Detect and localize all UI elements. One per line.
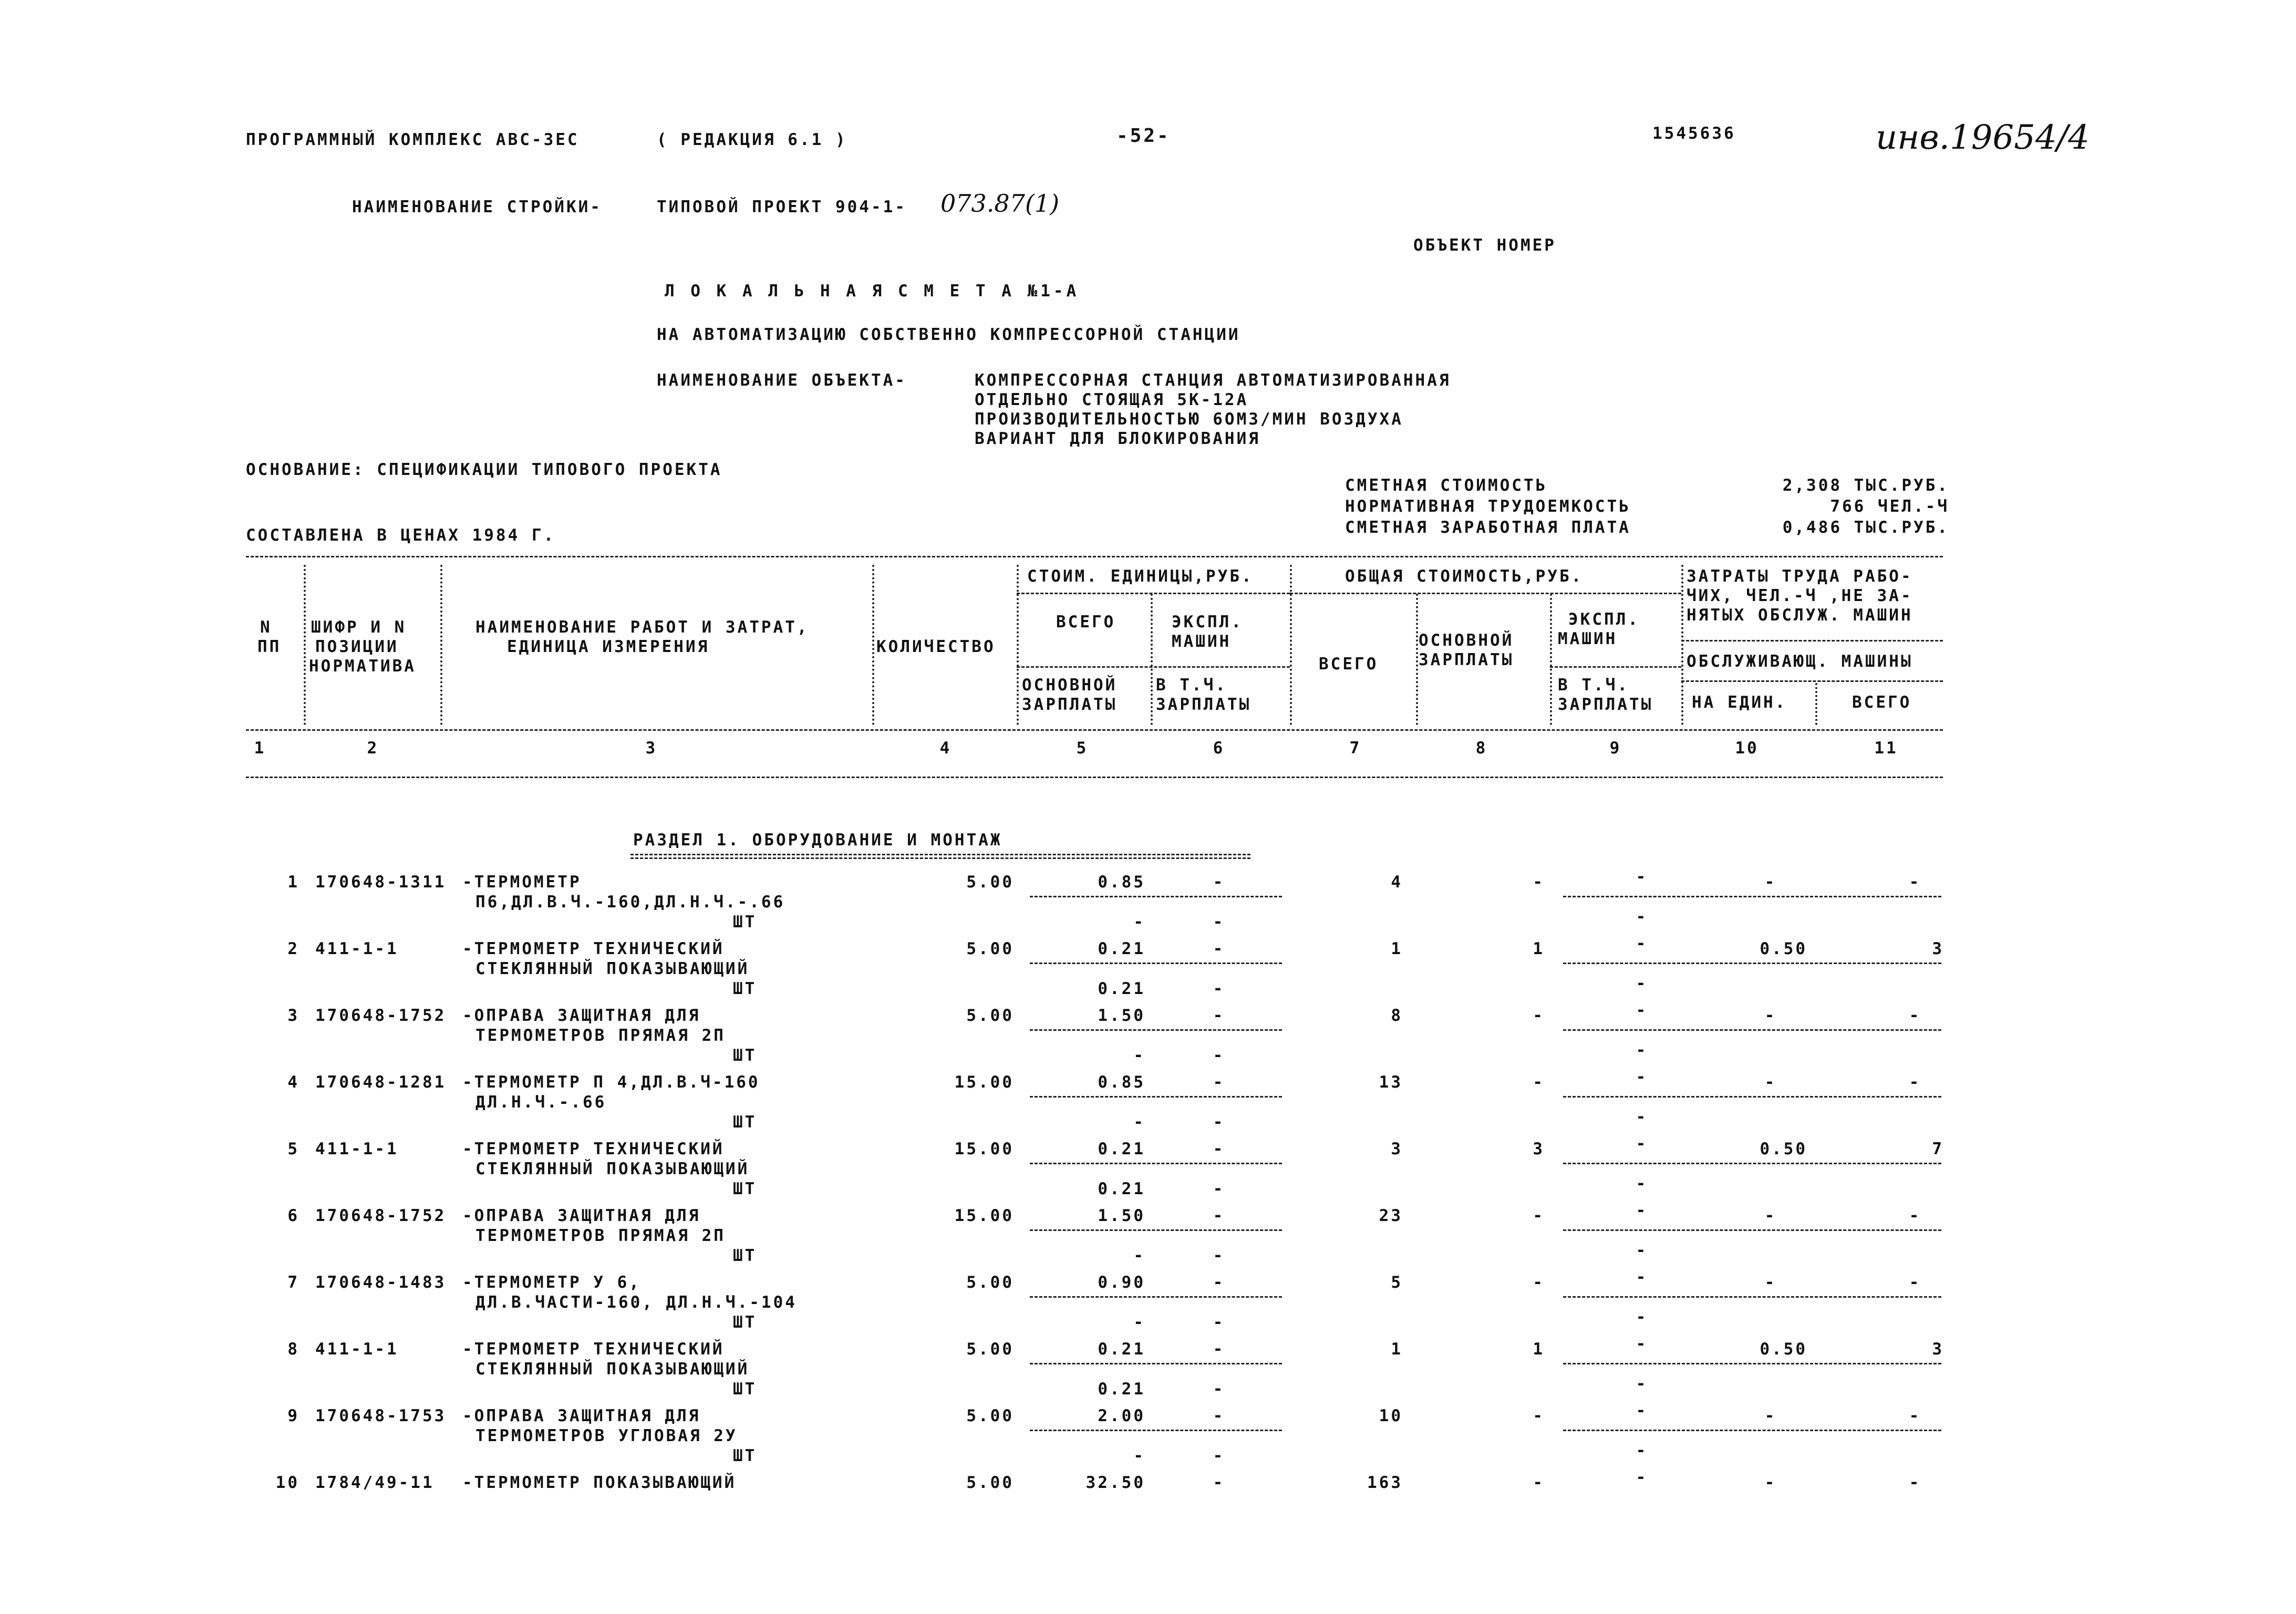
row-sub-rule [1563,1163,1941,1164]
header-pp: ПП [257,637,282,656]
document-subject: НА АВТОМАТИЗАЦИЮ СОБСТВЕННО КОМПРЕССОРНОЙ СТАНЦИИ [657,325,1240,344]
row-sub-rule [1030,1430,1282,1431]
row-unit-cost: 0.21 [1098,1340,1145,1359]
col-number: 5 [1076,739,1089,758]
object-label: НАИМЕНОВАНИЕ ОБЪЕКТА- [657,371,907,390]
row-unit-cost: 2.00 [1098,1406,1145,1425]
row-name-line: -ТЕРМОМЕТР [462,873,582,892]
row-code: 411-1-1 [315,1140,399,1158]
row-sub-rule [1030,1296,1282,1298]
row-unit: ШТ [733,1246,757,1265]
summary-label-wage: СМЕТНАЯ ЗАРАБОТНАЯ ПЛАТА [1345,518,1631,537]
row-total-expl-wage: - [1636,1441,1648,1460]
row-basic-wage: - [1533,1406,1545,1425]
row-unit-expl: - [1213,939,1225,958]
row-labor-unit: - [1764,1206,1777,1225]
header-n: N [260,618,272,637]
header-total-expl-2: МАШИН [1558,629,1618,648]
row-labor-unit: - [1764,1073,1777,1092]
basis: ОСНОВАНИЕ: СПЕЦИФИКАЦИИ ТИПОВОГО ПРОЕКТА [246,460,722,479]
row-unit-cost: 0.90 [1098,1273,1145,1292]
row-unit: ШТ [733,1046,757,1065]
row-code: 411-1-1 [315,1340,399,1359]
row-quantity: 5.00 [966,1006,1014,1025]
row-name-line: П6,ДЛ.В.Ч.-160,ДЛ.Н.Ч.-.66 [475,893,785,912]
header-labor-1: ЗАТРАТЫ ТРУДА РАБО- [1687,567,1913,586]
row-quantity: 5.00 [966,939,1014,958]
row-quantity: 15.00 [954,1140,1014,1158]
row-total-expl: - [1636,1134,1648,1153]
header-total-basic-2: ЗАРПЛАТЫ [1419,650,1514,669]
header-total-incl-2: ЗАРПЛАТЫ [1558,695,1653,714]
row-unit-expl: - [1213,1406,1225,1425]
row-name-line: ТЕРМОМЕТРОВ ПРЯМАЯ 2П [475,1026,726,1045]
row-total: 10 [1379,1406,1403,1425]
header-unit-expl-1: ЭКСПЛ. [1172,613,1243,632]
row-code: 170648-1753 [315,1406,447,1425]
row-unit-expl: - [1213,1140,1225,1158]
edition: ( РЕДАКЦИЯ 6.1 ) [657,130,847,149]
row-total: 4 [1391,873,1403,892]
row-unit-wage: - [1133,913,1145,932]
row-labor-unit: - [1764,1406,1777,1425]
object-line-2: ОТДЕЛЬНО СТОЯЩАЯ 5К-12А [975,390,1249,409]
row-total-expl: - [1636,1468,1648,1487]
row-quantity: 5.00 [966,1406,1014,1425]
row-number: 9 [287,1406,299,1425]
inventory-number: инв.19654/4 [1876,118,2090,157]
row-name-line: ДЛ.В.ЧАСТИ-160, ДЛ.Н.Ч.-104 [475,1293,797,1312]
row-basic-wage: - [1533,1473,1545,1492]
row-sub-rule [1030,1163,1282,1164]
row-unit-expl-wage: - [1213,1313,1225,1332]
row-basic-wage: - [1533,1206,1545,1225]
row-unit-expl-wage: - [1213,1446,1225,1465]
row-labor-total: - [1909,873,1921,892]
object-line-1: КОМПРЕССОРНАЯ СТАНЦИЯ АВТОМАТИЗИРОВАННАЯ [975,371,1451,390]
row-sub-rule [1563,1096,1941,1098]
row-total-expl-wage: - [1636,1308,1648,1327]
row-unit-expl: - [1213,1340,1225,1359]
header-unit-incl-1: В Т.Ч. [1156,676,1227,695]
row-total-expl-wage: - [1636,1108,1648,1126]
row-labor-unit: - [1764,873,1777,892]
row-unit-expl-wage: - [1213,1046,1225,1065]
row-sub-rule [1563,1296,1941,1298]
row-basic-wage: - [1533,1006,1545,1025]
row-total: 163 [1367,1473,1403,1492]
row-labor-total: - [1909,1006,1921,1025]
row-number: 4 [287,1073,299,1092]
row-name-line: -ТЕРМОМЕТР У 6, [462,1273,641,1292]
row-labor-total: - [1909,1406,1921,1425]
header-labor-2: ЧИХ, ЧЕЛ.-Ч ,НЕ ЗА- [1687,586,1913,605]
row-unit-wage: 0.21 [1098,979,1145,998]
row-labor-unit: 0.50 [1760,1140,1807,1158]
row-labor-total: - [1909,1073,1921,1092]
row-basic-wage: 1 [1533,1340,1545,1359]
header-labor-3: НЯТЫХ ОБСЛУЖ. МАШИН [1687,606,1913,625]
row-unit-cost: 0.85 [1098,1073,1145,1092]
row-unit-expl-wage: - [1213,1113,1225,1132]
row-sub-rule [1563,1029,1941,1031]
header-total-expl-1: ЭКСПЛ. [1568,610,1640,629]
header-code-1: ШИФР И N [311,618,407,637]
row-name-line: СТЕКЛЯННЫЙ ПОКАЗЫВАЮЩИЙ [475,1360,750,1379]
row-unit-expl: - [1213,873,1225,892]
row-quantity: 15.00 [954,1206,1014,1225]
row-unit-expl: - [1213,1073,1225,1092]
summary-label-cost: СМЕТНАЯ СТОИМОСТЬ [1345,476,1548,495]
row-total-expl: - [1636,934,1648,953]
project-number-handwritten: 073.87(1) [940,189,1060,218]
row-sub-rule [1030,896,1282,897]
row-number: 5 [287,1140,299,1158]
row-labor-total: - [1909,1206,1921,1225]
row-unit: ШТ [733,979,757,998]
row-number: 6 [287,1206,299,1225]
row-name-line: ТЕРМОМЕТРОВ ПРЯМАЯ 2П [475,1226,726,1245]
row-sub-rule [1030,1096,1282,1098]
row-basic-wage: 1 [1533,939,1545,958]
row-total: 1 [1391,1340,1403,1359]
row-quantity: 15.00 [954,1073,1014,1092]
row-labor-unit: - [1764,1473,1777,1492]
row-code: 170648-1311 [315,873,447,892]
row-labor-total: 3 [1932,1340,1944,1359]
row-labor-total: 3 [1932,939,1944,958]
row-quantity: 5.00 [966,1273,1014,1292]
row-total: 13 [1379,1073,1403,1092]
row-code: 1784/49-11 [315,1473,435,1492]
row-unit-wage: - [1133,1046,1145,1065]
row-unit-wage: 0.21 [1098,1180,1145,1198]
header-name-2: ЕДИНИЦА ИЗМЕРЕНИЯ [507,637,710,656]
row-unit-cost: 1.50 [1098,1206,1145,1225]
row-unit: ШТ [733,1313,757,1332]
row-total-expl: - [1636,867,1648,886]
header-name-1: НАИМЕНОВАНИЕ РАБОТ И ЗАТРАТ, [475,618,809,637]
row-labor-total: - [1909,1273,1921,1292]
header-unit-cost: СТОИМ. ЕДИНИЦЫ,РУБ. [1027,567,1254,586]
header-labor-total: ВСЕГО [1852,693,1912,712]
row-code: 170648-1281 [315,1073,447,1092]
row-unit: ШТ [733,913,757,932]
row-code: 170648-1752 [315,1006,447,1025]
row-name-line: -ТЕРМОМЕТР ТЕХНИЧЕСКИЙ [462,939,725,958]
row-number: 3 [287,1006,299,1025]
row-name-line: -ТЕРМОМЕТР ТЕХНИЧЕСКИЙ [462,1340,725,1359]
program-name: ПРОГРАММНЫЙ КОМПЛЕКС АВС-3ЕС [246,130,580,149]
row-basic-wage: - [1533,873,1545,892]
col-number: 9 [1609,739,1622,758]
summary-value-labor: 766 ЧЕЛ.-Ч [1830,497,1949,516]
row-total: 23 [1379,1206,1403,1225]
row-labor-total: - [1909,1473,1921,1492]
header-per-unit: НА ЕДИН. [1692,693,1787,712]
row-unit: ШТ [733,1446,757,1465]
row-name-line: -ОПРАВА ЗАЩИТНАЯ ДЛЯ [462,1006,701,1025]
row-total-expl-wage: - [1636,974,1648,993]
col-number: 7 [1349,739,1362,758]
header-total-all: ВСЕГО [1319,655,1379,674]
row-name-line: -ТЕРМОМЕТР ПОКАЗЫВАЮЩИЙ [462,1473,737,1492]
col-number: 4 [939,739,952,758]
row-total: 1 [1391,939,1403,958]
row-labor-unit: - [1764,1006,1777,1025]
object-number: ОБЪЕКТ НОМЕР [1413,236,1556,255]
row-sub-rule [1563,1430,1941,1431]
row-unit-expl: - [1213,1473,1225,1492]
page-number: -52- [1116,125,1171,147]
row-total: 5 [1391,1273,1403,1292]
row-number: 7 [287,1273,299,1292]
row-basic-wage: - [1533,1073,1545,1092]
header-unit-expl-2: МАШИН [1172,632,1232,651]
row-unit-cost: 1.50 [1098,1006,1145,1025]
row-unit-expl-wage: - [1213,979,1225,998]
header-labor-service: ОБСЛУЖИВАЮЩ. МАШИНЫ [1687,652,1913,671]
row-sub-rule [1563,1229,1941,1231]
row-basic-wage: - [1533,1273,1545,1292]
row-code: 411-1-1 [315,939,399,958]
row-quantity: 5.00 [966,873,1014,892]
row-name-line: -ОПРАВА ЗАЩИТНАЯ ДЛЯ [462,1206,701,1225]
row-sub-rule [1030,963,1282,964]
row-labor-unit: 0.50 [1760,939,1807,958]
row-total-expl-wage: - [1636,1041,1648,1060]
row-unit-expl-wage: - [1213,1380,1225,1399]
row-number: 1 [287,873,299,892]
summary-value-wage: 0,486 ТЫС.РУБ. [1782,518,1949,537]
row-quantity: 5.00 [966,1340,1014,1359]
row-total-expl: - [1636,1401,1648,1420]
row-total: 8 [1391,1006,1403,1025]
price-base: СОСТАВЛЕНА В ЦЕНАХ 1984 Г. [246,526,556,545]
row-name-line: -ТЕРМОМЕТР П 4,ДЛ.В.Ч-160 [462,1073,760,1092]
col-number: 10 [1735,739,1759,758]
col-number: 6 [1213,739,1225,758]
row-labor-unit: 0.50 [1760,1340,1807,1359]
row-total-expl-wage: - [1636,1174,1648,1193]
row-code: 170648-1483 [315,1273,447,1292]
row-name-line: -ТЕРМОМЕТР ТЕХНИЧЕСКИЙ [462,1140,725,1158]
col-number: 11 [1874,739,1898,758]
row-sub-rule [1030,1029,1282,1031]
row-unit: ШТ [733,1180,757,1198]
row-name-line: СТЕКЛЯННЫЙ ПОКАЗЫВАЮЩИЙ [475,1160,750,1178]
object-line-3: ПРОИЗВОДИТЕЛЬНОСТЬЮ 6ОМ3/МИН ВОЗДУХА [975,410,1403,429]
row-name-line: ДЛ.Н.Ч.-.66 [475,1093,607,1112]
object-line-4: ВАРИАНТ ДЛЯ БЛОКИРОВАНИЯ [975,429,1260,448]
row-unit-cost: 0.21 [1098,1140,1145,1158]
row-name-line: СТЕКЛЯННЫЙ ПОКАЗЫВАЮЩИЙ [475,959,750,978]
header-quantity: КОЛИЧЕСТВО [876,637,996,656]
row-unit-expl-wage: - [1213,1180,1225,1198]
section-title: РАЗДЕЛ 1. ОБОРУДОВАНИЕ И МОНТАЖ [633,831,1002,850]
row-code: 170648-1752 [315,1206,447,1225]
row-labor-total: 7 [1932,1140,1944,1158]
row-total-expl: - [1636,1268,1648,1287]
construction-label: НАИМЕНОВАНИЕ СТРОЙКИ- [352,198,602,216]
header-total-cost: ОБЩАЯ СТОИМОСТЬ,РУБ. [1345,567,1584,586]
row-quantity: 5.00 [966,1473,1014,1492]
row-unit-expl: - [1213,1206,1225,1225]
row-unit-wage: - [1133,1313,1145,1332]
row-total-expl: - [1636,1001,1648,1020]
row-unit-wage: 0.21 [1098,1380,1145,1399]
summary-value-cost: 2,308 ТЫС.РУБ. [1782,476,1949,495]
row-sub-rule [1563,963,1941,964]
row-total-expl: - [1636,1334,1648,1353]
row-number: 2 [287,939,299,958]
row-sub-rule [1563,1363,1941,1364]
row-unit-expl: - [1213,1006,1225,1025]
header-total-incl-1: В Т.Ч. [1558,676,1629,695]
row-unit-cost: 0.21 [1098,939,1145,958]
header-unit-total: ВСЕГО [1056,613,1116,632]
row-unit-wage: - [1133,1113,1145,1132]
row-sub-rule [1030,1229,1282,1231]
header-unit-basic-1: ОСНОВНОЙ [1022,676,1118,695]
header-unit-incl-2: ЗАРПЛАТЫ [1156,695,1252,714]
col-number: 1 [254,739,266,758]
header-unit-basic-2: ЗАРПЛАТЫ [1022,695,1118,714]
row-number: 8 [287,1340,299,1359]
header-code-3: НОРМАТИВА [309,657,416,676]
row-unit: ШТ [733,1113,757,1132]
row-name-line: ТЕРМОМЕТРОВ УГЛОВАЯ 2У [475,1426,738,1445]
row-total-expl-wage: - [1636,1374,1648,1393]
header-total-basic-1: ОСНОВНОЙ [1419,631,1514,650]
row-total-expl: - [1636,1068,1648,1087]
header-code-2: ПОЗИЦИИ [315,637,399,656]
row-total-expl-wage: - [1636,907,1648,926]
row-unit-expl-wage: - [1213,913,1225,932]
row-unit-wage: - [1133,1246,1145,1265]
row-total-expl: - [1636,1201,1648,1220]
row-unit: ШТ [733,1380,757,1399]
col-number: 3 [645,739,658,758]
col-number: 8 [1475,739,1488,758]
row-total: 3 [1391,1140,1403,1158]
row-total-expl-wage: - [1636,1241,1648,1260]
row-unit-expl-wage: - [1213,1246,1225,1265]
row-name-line: -ОПРАВА ЗАЩИТНАЯ ДЛЯ [462,1406,701,1425]
row-unit-wage: - [1133,1446,1145,1465]
row-basic-wage: 3 [1533,1140,1545,1158]
row-labor-unit: - [1764,1273,1777,1292]
row-sub-rule [1030,1363,1282,1364]
row-unit-cost: 32.50 [1085,1473,1145,1492]
row-unit-cost: 0.85 [1098,873,1145,892]
document-code: 1545636 [1652,124,1736,143]
construction-value: ТИПОВОЙ ПРОЕКТ 904-1- [657,198,907,216]
document-title: Л О К А Л Ь Н А Я С М Е Т А №1-А [665,282,1080,301]
row-sub-rule [1563,896,1941,897]
row-number: 10 [275,1473,299,1492]
row-unit-expl: - [1213,1273,1225,1292]
col-number: 2 [367,739,379,758]
summary-label-labor: НОРМАТИВНАЯ ТРУДОЕМКОСТЬ [1345,497,1631,516]
